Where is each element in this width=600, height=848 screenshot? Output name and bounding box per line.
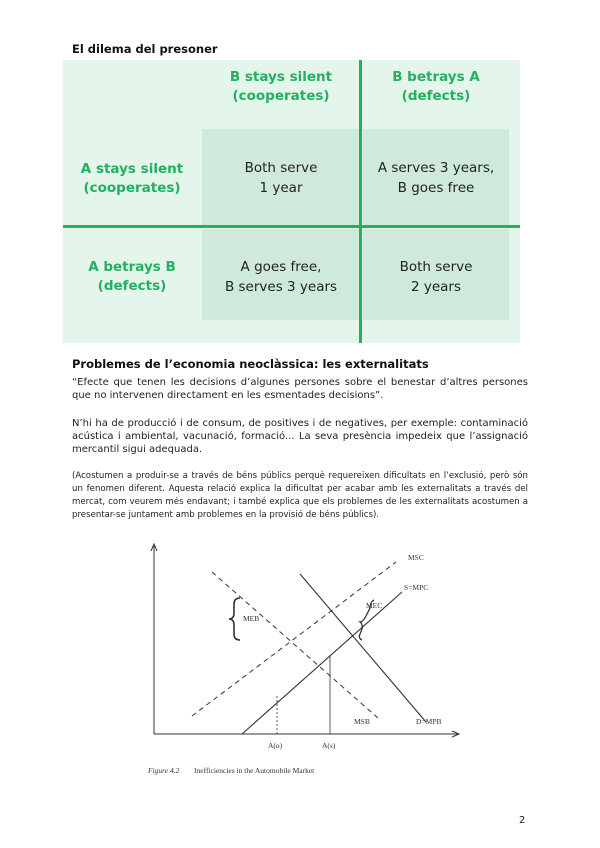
matrix-horizontal-divider — [63, 225, 520, 228]
figure-caption-text: Inefficiencies in the Automobile Market — [194, 766, 315, 775]
cell-line: B serves 3 years — [224, 279, 338, 295]
figure-caption-number: Figure 4.2 — [148, 766, 180, 775]
cell-line: Both serve — [399, 259, 473, 275]
col-header-line: B betrays A — [392, 69, 480, 85]
col-header-line: (cooperates) — [232, 88, 330, 104]
body-paragraph: N’hi ha de producció i de consum, de positives i de negatives, per exemple: contaminació acústica i ambiental, vacunació, formació... La seva presència impedeix que l’assignació mercantil sigui adequada. — [72, 418, 528, 455]
col-header-b-betrays — [362, 68, 510, 106]
quantity-market-label: A(s) — [322, 741, 336, 750]
section-heading: Problemes de l’economia neoclàssica: les externalitats — [72, 357, 429, 371]
col-header-b-silent — [202, 68, 360, 106]
col-header-line: (defects) — [401, 88, 471, 104]
col-header-line: B stays silent — [229, 69, 333, 85]
msc-label: MSC — [408, 553, 424, 562]
mec-label: MEC — [366, 601, 383, 610]
smpc-label: S=MPC — [404, 583, 429, 592]
row-header-a-silent — [63, 160, 201, 198]
meb-brace-icon — [229, 598, 240, 640]
dmpb-label: D=MPB — [416, 717, 442, 726]
msb-label: MSB — [354, 717, 370, 726]
cell-line: A goes free, — [240, 259, 322, 275]
cell-a-goes-free — [202, 257, 360, 297]
row-header-line: (defects) — [97, 278, 167, 294]
page-number: 2 — [519, 815, 526, 826]
cell-both-serve-1 — [202, 158, 360, 198]
msc-curve — [192, 562, 396, 716]
cell-line: B goes free — [397, 180, 475, 196]
cell-line: A serves 3 years, — [377, 160, 495, 176]
row-header-line: A stays silent — [80, 161, 184, 177]
note-paragraph: (Acostumen a produir-se a través de béns públics perquè requereixen dificultats en l’exclusió, però són un fenomen diferent. Aquesta relació explica la dificultat per acabar amb les externalitats a través del mercat, com veurem més endavant; i també explica que els problemes de les externalitats acostumen a presentar-se juntament amb problemes en la provisió de béns públics). — [72, 471, 528, 520]
demand-mpb-curve — [300, 574, 429, 722]
definition-quote: “Efecte que tenen les decisions d’algunes persones sobre el benestar d’altres persones que no intervenen directament en les esmentades decisions”. — [72, 377, 528, 401]
row-header-line: A betrays B — [88, 259, 176, 275]
cell-both-serve-2 — [362, 257, 510, 297]
supply-mpc-curve — [242, 592, 402, 734]
row-header-line: (cooperates) — [83, 180, 181, 196]
quantity-optimal-label: A(o) — [268, 741, 283, 750]
row-header-a-betrays — [63, 258, 201, 296]
cell-a-serves-3 — [362, 158, 510, 198]
cell-line: 2 years — [410, 279, 462, 295]
cell-line: Both serve — [244, 160, 318, 176]
page-title: El dilema del presoner — [72, 42, 218, 56]
externalities-figure — [140, 538, 470, 778]
cell-line: 1 year — [259, 180, 303, 196]
meb-label: MEB — [243, 614, 260, 623]
